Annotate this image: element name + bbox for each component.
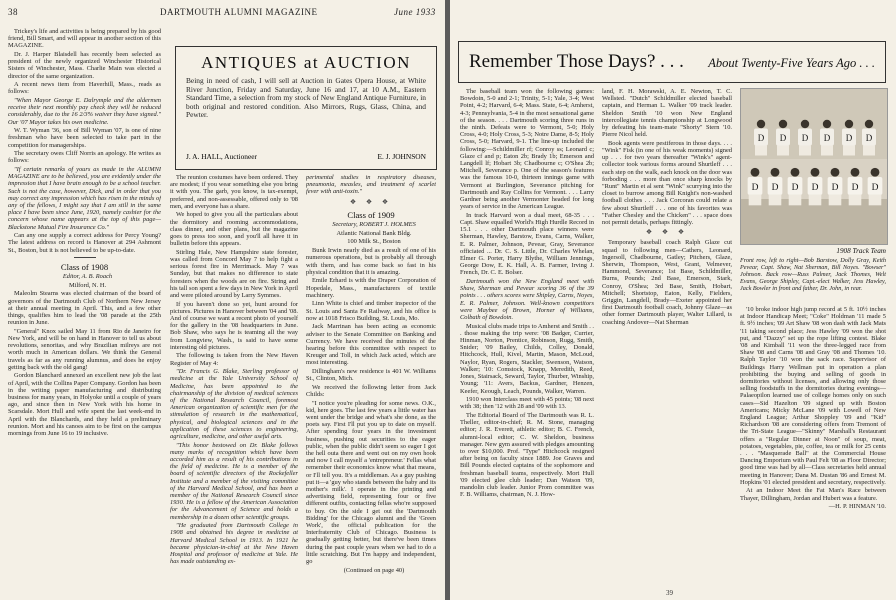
paragraph: "When Mayor George E. Dalrymple and the aldermen receive their next monthly pay check they will be reduced considerably, due to the 16 2/3% waiver they have signed." Our '07 Mayor takes his own medicine.: [8, 97, 161, 126]
paragraph: '10 broke indoor high jump record at 5 ft. 10½ inches at Indoor Handicap Meet; "Coke" Holdman '11 made 5 ft. 9½ inches; '09 Art Shaw '08 won dash with Jack Mats '11 taking second place; Jess Hawley '09 won the shot put, and "Dazzy" set up the rope lifting contest. Blake '08 and Kimball '11 won the three-legged race from Shaw '08 and Carns '08 and Gray '08 and Thomes '10. Ralph Taylor '10 won the sack race. Supervisor of Buildings Harry Wellman put in operation a plan prohibiting the buying and selling of goods in dormitories without licenses, and allowing only those selling foodstuffs in the dormitories during evenings—Palaeopilon learned use of college homes only on such cases—Sid Hazelton '09 signed up with Boston Americans; Micky McLane '09 with Lowell of New England League; Arthur Shoppley '09 and "Kid" Richardson '08 are considering offers from Tremont of the Tri-State League—"Skinny" Marshall's Restaurant offers a "Regular Dinner at Noon" of soup, meat, potatoes, vegetables, pie, coffee, tea or milk for 25 cents . . . "Masquerade Ball" at the Commercial House Dancing Emporium with Paul Felt '08 as Floor Director; good time was had by all—Class secretaries held annual meeting in Hanover; Dana M. Dustan '86 and Ernest M. Hopkins '01 elected president and secretary, respectively.: [740, 306, 886, 486]
paragraph: The secretary owes Cliff Norris an apology. He writes as follows:: [8, 150, 161, 165]
ornament-dots: ❖ ❖ ❖: [349, 197, 393, 206]
paragraph: "This honor bestowed on Dr. Blake follows many marks of recognition which have been accorded him as a result of his contributions in the field of medicine. He is a member of the board of scientific directors of the Rockefeller Institute and a member of the visiting committee of the Harvard Medical School, and has been a member of the National Research Council since 1930. He is a fellow of the American Association for the Advancement of Science and holds a membership in a dozen other scientific groups.: [170, 441, 298, 521]
svg-text:D: D: [757, 133, 765, 143]
paragraph: Can any one supply a correct address for Percy Young? The latest address on record is Hanover at 294 Ashmont St., Boston, but it is not believed to be up-to-date.: [8, 232, 161, 254]
class-1908-notes: [8, 290, 161, 437]
svg-text:D: D: [871, 183, 879, 194]
reminiscence-text: [460, 88, 594, 498]
svg-text:D: D: [779, 133, 787, 143]
paragraph: "If certain remarks of yours as made in the ALUMNI MAGAZINE are to be believed, you are evidently under the impression that I have brain enough to be a school teacher. Such is not the case, however, Dick, and in order that you may correct any impression which has risen in the minds of any of the fellows, I might say that I am still in the same place I have been since June, 1920, namely cashier for the concern whose name appears at the top of this page—Blackstone Mutual Fire Insurance Co.": [8, 166, 161, 231]
issue-date: June 1933: [394, 7, 436, 17]
class-1908-notes-cont: [170, 174, 298, 566]
left-column-2: [170, 174, 298, 596]
paragraph: Bunk Irwin nearly died as a result of one of his numerous operations, but is probably all through with them, and has come back so fast in his physical condition that it is amazing.: [306, 247, 436, 276]
left-column-1: [8, 28, 161, 596]
ad-signatures: [186, 152, 426, 161]
ad-body: Being in need of cash, I will sell at Auction in Gates Opera House, at White River Junction, Friday and Saturday, June 16 and 17, at 10 A.M., Eastern Standard Time, a selection from my stock of New England Antique Furniture, in both original and restored condition. Also Mirrors, Rugs, Glass, China, and Pewter.: [186, 76, 426, 120]
left-column-3: [306, 174, 436, 596]
ad-title: ANTIQUES at AUCTION: [201, 53, 411, 72]
paragraph: Dartmouth won the New England meet with Shaw, Sherman and Pevear scoring 36 of the 39 points . . . others scores were Shipley, Carns, Noyes, E. R. Palmer, Johnson. Well-known competitors were Maybee of Brown, Horner of Williams, Colbath of Bowdoin.: [460, 278, 594, 322]
svg-text:D: D: [751, 183, 759, 194]
paragraph: At an Indoor Meet the Fat Man's Race between Thayer, Dillingham, Jordan and Hubert was a feature.: [740, 487, 886, 502]
paragraph: Dillingham's new residence is 401 W. Williams St., Clinton, Mich.: [306, 368, 436, 383]
class-1909-secretary: Secretary, ROBERT J. HOLMES: [332, 220, 416, 228]
paragraph: 1910 won Interclass meet with 45 points; '08 next with 38; then '12 with 28 and '09 with 13.: [460, 396, 594, 411]
right-column-3: [740, 306, 886, 596]
paragraph: Gordon Blanchard annexed an excellent new job the last of April, with the Collins Paper Company. Gordon has been in the writing paper manufacturing and distributing business for many years, in Holyoke until a couple of years ago, and since then in New York with his home in Scarsdale. Mort Hull and wife spent the last week-end in April with the Blanchards, and they held a preliminary reunion. Mort and his canoes aim to be first on the campus mornings from June 16 to 19 inclusive.: [8, 372, 161, 438]
svg-text:D: D: [845, 133, 853, 143]
svg-text:D: D: [851, 183, 859, 194]
svg-text:D: D: [801, 133, 809, 143]
svg-text:D: D: [865, 133, 873, 143]
paragraph: The following is taken from the New Haven Register of May 4:: [170, 352, 298, 367]
reminiscence-text-cont: [602, 88, 732, 226]
paragraph: Emile Erhard is with the Draper Corporation of Hopedale, Mass., manufacturers of textile machinery.: [306, 277, 436, 299]
svg-text:D: D: [811, 183, 819, 194]
paragraph: If you haven't done so yet, hunt around for pictures. Pictures in Hanover between '04 and '08. And of course we want a recent photo of yourself for the gallery in the '08 headquarters in June. Bob Shaw, who says he is teaming all the way from Longview, Wash., is said to have some interesting old pictures.: [170, 300, 298, 351]
paragraph: "He graduated from Dartmouth College in 1908 and obtained his degree in medicine at Harvard Medical School in 1913. In 1921 he became physician-in-chief at the New Haven Hospital and professor of medicine at Yale. He has made outstanding ex-: [170, 522, 298, 566]
paragraph: perimental studies in respiratory diseases, pneumonia, measles, and treatment of scarlet fever with anti-toxin.": [306, 174, 436, 196]
ad-seller: E. J. JOHNSON: [377, 152, 426, 161]
right-column-2: [602, 88, 732, 596]
photo-caption: Front row, left to right—Bob Barstow, Dolly Gray, Keith Pevear, Capt. Shaw, Nat Sherman, Bill Noyes. "Bowser" Johnson. Back row—Russ Palmer, Jack Thomes, Welt Evans, George Shipley, Capt.-elect Walker, Jess Hawley, Jack Bowler in front and father, Dr. John, in rear.: [740, 257, 886, 292]
class-1909-notes: [306, 247, 436, 565]
paragraph: "General" Knox sailed May 11 from Rio de Janeiro for New York, and will be on hand in Hanover to tell us about revolutions, senoritas, and why Brazilian milreys are not worth much in American dollars. We think the General travels as far as any running alumnus, and does he enjoy getting back with the old gang!: [8, 327, 161, 371]
paragraph: Dr. J. Harper Blaisdell has recently been selected as president of the newly organized Winchester Historical Sisters of Winchester, Mass. Charlie Main was elected a director of the same organization.: [8, 51, 161, 80]
continued-note: (Continued on page 40): [343, 566, 405, 574]
svg-text:D: D: [791, 183, 799, 194]
paragraph: "I notice you're pleading for some news. O.K., kid, here goes. The last few years a little water has went under the bridge and what's she done, as the poets say. First I'll put you up to date on myself. After spending four years in the investment business, pushing out securities to the eager public, when the public didn't seem so eager I got the hell outa there and went out on my own hook and now I call myself a 'entrepreneur.' Fellas what remember their economics know what that means, or I'll tell you. It's a middleman. As a guy pushing put it—a 'guy who stands between the baby and its mother's milk'. I operate in the printing and advertising field, representing four or five different outfits, contacting fellas who're supposed to buy. On the side I get out the 'Dartmouth Bidding' for the Chicago alumni and the 'Green Work', the official publication for the Interfraternity Club of Chicago. Business is gradually getting better, but there've been times during the past couple years when we had to do a little scratching. But I'm happy and independent, go: [306, 399, 436, 566]
class-1909-address: Atlantic National Bank Bldg.: [336, 229, 412, 237]
paragraph: Trickey's life and activities is being prepared by his good friend, Bill Smart, and will appear in another section of this MAGAZINE.: [8, 28, 161, 50]
ornament-dots: ❖ ❖ ❖: [645, 228, 689, 237]
page-number-left: 38: [8, 7, 18, 17]
paragraph: In track Harvard won a dual meet, 68-35 . . . Capt. Shaw equalled World's High Hurdle Record in 15.1 . . . other Dartmouth place winners were Sherman, Hawley, Barstow, Evans, Carns, Walker, E. R. Palmer, Johnson, Pevear, Gray, Severance officiated ... Dr. C. S. Little, Dr. Charles Whelan, Elmer G. Porter, Harry Blythe, William Jennings, George Dow, E. K. Hall, A. B. Farmer, Irving J. French, Dr. C. E. Bolser.: [460, 211, 594, 277]
left-page: [0, 0, 445, 600]
track-team-photo-illustration: [741, 89, 887, 244]
svg-text:D: D: [823, 133, 831, 143]
paragraph: land, F. H. Morawski, A. E. Newton, T. C. Wellsted. "Dutch" Schildmiller elected baseball captain, and Herman L. Walker '09 track leader. Sheldon Smith '10 won New England intercollegiate tennis championship at Longwood by defeating his team-mate "Shorty" Stern '10. Pierre Nicol held.: [602, 88, 732, 139]
class-1909-address-2: 100 Milk St., Boston: [347, 238, 401, 246]
class-1907-notes: [8, 28, 161, 254]
ad-auctioneer: J. A. HALL, Auctioneer: [186, 152, 258, 161]
paragraph: We hoped to give you all the particulars about the dormitory and rooming accommodations, class dinner, and other plans, but the magazine goes to press too soon, and you'll all have it in bulletin before this appears.: [170, 211, 298, 248]
baseball-squad-text: [602, 239, 732, 325]
right-page: [450, 0, 896, 600]
paragraph: W. T. Wyman '36, son of Bill Wyman '07, is one of nine freshman who have been selected to take part in the competition for managerships.: [8, 127, 161, 149]
paragraph: Linn White is chief and timber inspector of the St. Louis and Santa Fe Railway, and his office is now at 1018 Frisco Building, St. Louis, Mo.: [306, 300, 436, 322]
photo-caption-title: 1908 Track Team: [836, 247, 886, 255]
paragraph: The Editorial Board of The Dartmouth was R. L. Theller, editor-in-chief; R. M. Stone, managing editor; J. R. Everett, athletic editor; B. C. French, alumni-local editor; C. W. Sheldon, business manager. New gym assured with pledges amounting to over $10,000. Prof. "Type" Hitchcock resigned after being on faculty since 1889. Joe Graves and Bill Pounds elected captains of the sophomore and freshman baseball teams, respectively. Mort Hull '09 elected glee club leader; Dan Watson '09, mandolin club leader. Junior Prom committee was F. B. Williams, chairman, N. J. How-: [460, 411, 594, 499]
paragraph: We received the following letter from Jack Childs:: [306, 383, 436, 399]
reminiscence-text-end: [740, 306, 886, 502]
svg-text:D: D: [831, 183, 839, 194]
right-column-1: [460, 88, 594, 596]
class-1908-heading: Class of 1908: [60, 261, 109, 272]
feature-title: Remember Those Days? . . .: [469, 51, 684, 72]
page-number-right: 39: [666, 589, 673, 597]
track-team-photo: [740, 88, 888, 245]
svg-text:D: D: [771, 183, 779, 194]
class-1908-address: Milford, N. H.: [68, 281, 107, 289]
paragraph: Temporary baseball coach Ralph Glaze cut squad to following men—Cathers, Leonard, Ingersoll, Chadbourne, Gatley; Pitchers, Glaze, Sherwin, Thompson, West, Grant, Velmever, Hammond, Severance; 1st Base, Schildmiller, Burns, Pounds; 2nd Base, Emerson, Stark, Conroy, O'Shea; 3rd Base, Smith, Hobart, Mitchell; Shortstop, Eaton, Kelly, Fielders, Griggin, Langdell, Brady—Exeter appointed her first Dartmouth football coach, Johnny Glaze—as other former Dartmouth player, Walter Lillard, is coaching Andover—Nat Sherman: [602, 239, 732, 326]
feature-subtitle: About Twenty-Five Years Ago . . .: [708, 56, 875, 70]
paragraph: "Dr. Francis G. Blake, Sterling professor of medicine at the Yale University School of Medicine, has been appointed to the chairmanship of the division of medical sciences of the National Research Council, foremost American organization of scientific men for the stimulation of research in the mathematical, physical, and biological sciences and in the application of these sciences to engineering, agriculture, medicine, and other useful arts.: [170, 368, 298, 441]
divider: [74, 257, 96, 258]
paragraph: Musical clubs made trips to Amherst and Smith . . . those making the trip were: '08 Badger, Currier, Hinman, Norton, Prentice, Robinson, Rugg, Smith, Snider; '09 Bailey, Childs, Colley, Donald, Hitchcock, Hull, Kivel, Martin, Mason, McLoud, Naylor, Ryan, Rogers, Stackler, Swenson, Watson, Walker; '10: Comstock, Knapp, Meredith, Reed, Jones, Stairsack, Seward, Taylor, Thurber, Winship, Young; '11: Avers, Backus, Gardner, Henzen, Keefer, Keough, Leach, Pounds, Walker, Warren.: [460, 322, 594, 395]
antiques-auction-ad: [175, 46, 437, 170]
magazine-title: DARTMOUTH ALUMNI MAGAZINE: [160, 7, 318, 17]
paragraph: The reunion costumes have been ordered. They are modest; if you wear something else you bring it with you. The garb, you know, is tax-exempt, preferred, and non-assessable, offered only to '08 men, and everyone has a share.: [170, 174, 298, 210]
feature-banner: [458, 41, 886, 83]
paragraph: A recent news item from Haverhill, Mass., reads as follows:: [8, 81, 161, 96]
paragraph: Jack Marrinan has been acting as economic adviser to the Senate Committee on Banking and Currency. We have received the minutes of the hearing before this committee with respect to Kreuger and Toll, in which Jack acted, which are most interesting.: [306, 323, 436, 367]
author-signature: —H. P. HINMAN '10.: [828, 503, 886, 511]
paragraph: The baseball team won the following games: Bowdoin, 5-0 and 2-1; Trinity, 5-1; Yale, 3-4; West Point, 4-2; Harvard, 6-4; Mass. State, 6-4; Amherst, 4-3; Pennsylvania, 5-4 in the most sensational game of the season. . . . Dartmouth scoring three runs in the ninth. Defeats were to Vermont, 5-0; Holy Cross, 4-0; Holy Cross, 5-3; Notre Dame, 8-5; Holy Cross, 5-0; Harvard, 9-1. The line-up included the following:—Schildmiller rf; Conroy ss; Leonard c; Glaze cf and p; Eaton 2b; Brady 1b; Emerson and Langdell lf; Hobart 3b; Chadbourne c; O'Shea 2b; Mitchell, Severance p. One of the season's features was the famous 10-0, thirteen innings game with Vermont at Burlington, Severance pitching for Dartmouth and Ray Collins for Vermont. . . . Larry Gardner being another Vermonter headed for long years of service in the American League.: [460, 88, 594, 211]
paragraph: Book agents were pestiferous in those days. . . . "Wink" Fisk (in one of his weak moments) signed up . . . for two years thereafter "Wink's" agent-collector took various forms around Shurtleff . . . each step on the walk, each knock on the door was forboding . . . more than once sharp knocks by "Runt" Martin et al sent "Wink" scurrying into the closet to burrow among Bill Knight's non-washed football clothes . . . Jack Corcoran could relate a few about Shurtleff . . . one of his favorites was "Father Chesley and the Chicken" . . . space does not permit details, perhaps fittingly.: [602, 139, 732, 227]
paragraph: Maleolm Stearns was elected chairman of the board of governors of the Dartmouth Club of Northern New Jersey at their annual meeting in April. This, and a few other things, qualifies him to lead the '08 parade at the 25th reunion in June.: [8, 290, 161, 327]
paragraph: Stirling Hale, New Hampshire state forester, was called from Concord May 7 to help fight a serious forest fire in Merrimack. May 7 was Sunday, but that makes no difference to state foresters when the woods are on fire. String and his tall son spent a few days in New York in April and were piloted around by Larry Symmes.: [170, 248, 298, 300]
class-1909-heading: Class of 1909: [347, 209, 395, 220]
class-1908-editor: Editor, A. B. Roach: [62, 272, 113, 280]
class-1908-notes-end: [306, 174, 436, 196]
